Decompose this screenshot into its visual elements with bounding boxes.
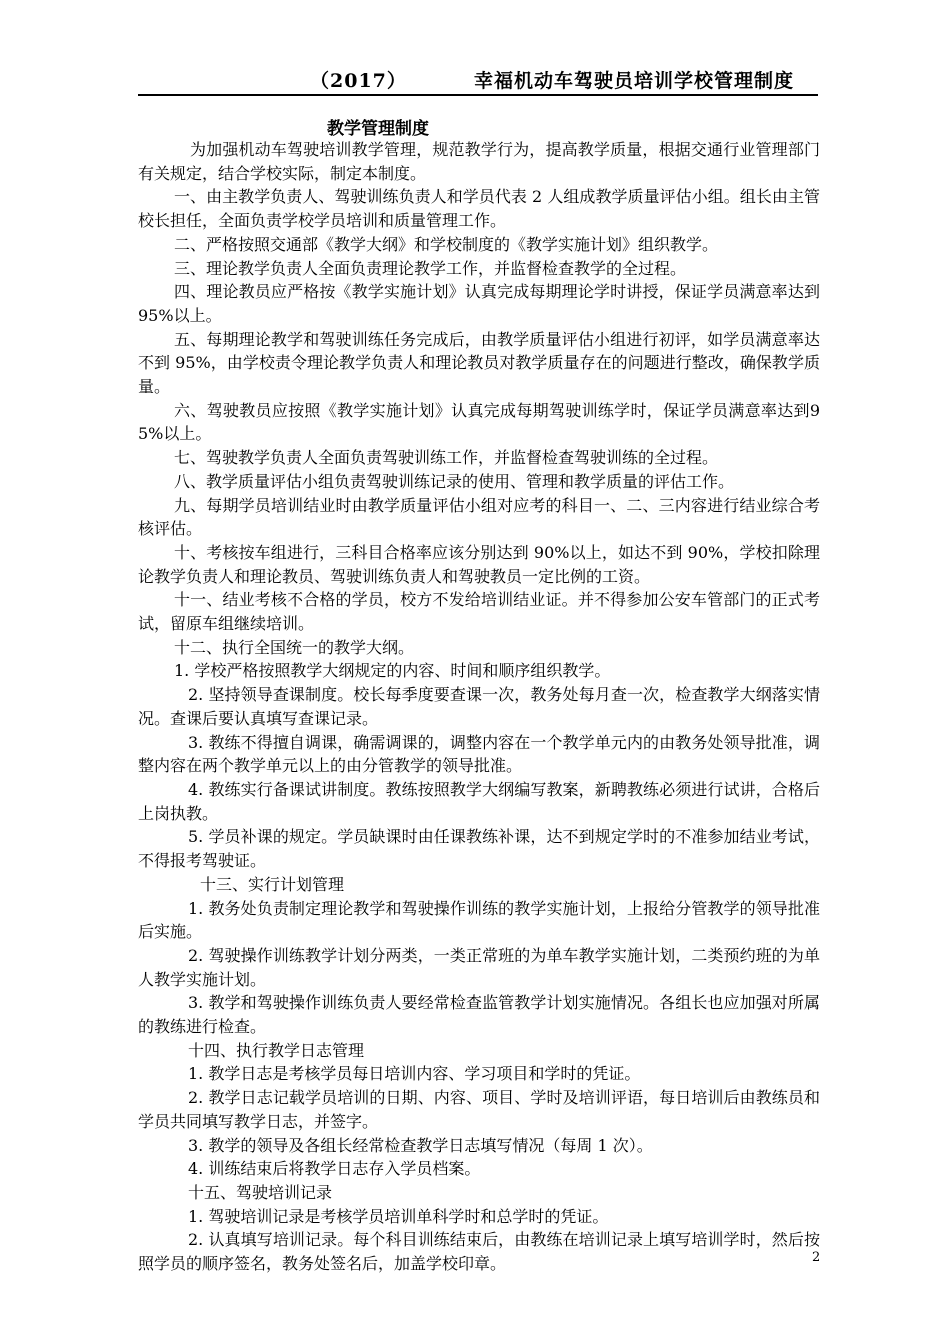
body-paragraph: 一、由主教学负责人、驾驶训练负责人和学员代表 2 人组成教学质量评估小组。组长由主管校长担任，全面负责学校学员培训和质量管理工作。	[138, 187, 820, 231]
body-paragraph: 2. 教学日志记载学员培训的日期、内容、项目、学时及培训评语，每日培训后由教练员和学员共同填写教学日志，并签字。	[138, 1088, 820, 1131]
body-paragraph: 3. 教学的领导及各组长经常检查教学日志填写情况（每周 1 次）。	[188, 1135, 653, 1155]
body-paragraph: 1. 学校严格按照教学大纲规定的内容、时间和顺序组织教学。	[174, 661, 611, 681]
body-paragraph: 4. 训练结束后将教学日志存入学员档案。	[188, 1159, 481, 1179]
body-paragraph: 3. 教学和驾驶操作训练负责人要经常检查监管教学计划实施情况。各组长也应加强对所属的教练进行检查。	[138, 993, 820, 1037]
body-paragraph: 四、理论教员应严格按《教学实施计划》认真完成每期理论学时讲授，保证学员满意率达到95%以上。	[138, 282, 820, 325]
body-paragraph: 十三、实行计划管理	[200, 874, 345, 894]
body-paragraph: 4. 教练实行备课试讲制度。教练按照教学大纲编写教案，新聘教练必须进行试讲，合格后上岗执教。	[138, 779, 820, 823]
body-paragraph: 1. 驾驶培训记录是考核学员培训单科学时和总学时的凭证。	[188, 1206, 609, 1226]
body-paragraph: 十、考核按车组进行，三科目合格率应该分别达到 90%以上，如达不到 90%，学校扣除理论教学负责人和理论教员、驾驶训练负责人和驾驶教员一定比例的工资。	[138, 542, 820, 586]
body-paragraph: 九、每期学员培训结业时由教学质量评估小组对应考的科目一、二、三内容进行结业综合考核评估。	[138, 495, 820, 539]
document-body	[138, 138, 820, 1276]
header-year: （2017）	[310, 70, 407, 92]
body-paragraph: 十五、驾驶培训记录	[188, 1182, 333, 1202]
body-paragraph: 十二、执行全国统一的教学大纲。	[174, 637, 415, 657]
body-paragraph: 5. 学员补课的规定。学员缺课时由任课教练补课，达不到规定学时的不准参加结业考试，不得报考驾驶证。	[138, 827, 820, 871]
body-paragraph: 六、驾驶教员应按照《教学实施计划》认真完成每期驾驶训练学时，保证学员满意率达到95%以上。	[138, 400, 820, 444]
body-paragraph: 2. 驾驶操作训练教学计划分两类，一类正常班的为单车教学实施计划，二类预约班的为单人教学实施计划。	[138, 945, 820, 989]
page-header	[138, 64, 818, 96]
body-paragraph: 1. 教学日志是考核学员每日培训内容、学习项目和学时的凭证。	[188, 1064, 641, 1084]
body-paragraph: 三、理论教学负责人全面负责理论教学工作，并监督检查教学的全过程。	[174, 258, 687, 278]
body-paragraph: 八、教学质量评估小组负责驾驶训练记录的使用、管理和教学质量的评估工作。	[174, 471, 735, 491]
body-paragraph: 2. 认真填写培训记录。每个科目训练结束后，由教练在培训记录上填写培训学时，然后按照学员的顺序签名，教务处签名后，加盖学校印章。	[138, 1230, 820, 1274]
page-number: 2	[812, 1250, 821, 1265]
body-paragraph: 3. 教练不得擅自调课，确需调课的，调整内容在一个教学单元内的由教务处领导批准，调整内容在两个教学单元以上的由分管教学的领导批准。	[138, 732, 820, 776]
body-paragraph: 七、驾驶教学负责人全面负责驾驶训练工作，并监督检查驾驶训练的全过程。	[174, 448, 719, 468]
body-paragraph: 十一、结业考核不合格的学员，校方不发给培训结业证。并不得参加公安车管部门的正式考试，留原车组继续培训。	[138, 590, 820, 634]
body-paragraph: 1. 教务处负责制定理论教学和驾驶操作训练的教学实施计划，上报给分管教学的领导批准后实施。	[138, 898, 820, 942]
header-title: 幸福机动车驾驶员培训学校管理制度	[474, 70, 795, 92]
body-paragraph: 十四、执行教学日志管理	[188, 1040, 365, 1060]
body-paragraph: 为加强机动车驾驶培训教学管理，规范教学行为，提高教学质量，根据交通行业管理部门有关规定，结合学校实际，制定本制度。	[138, 140, 820, 183]
document-title: 教学管理制度	[327, 119, 429, 139]
body-paragraph: 五、每期理论教学和驾驶训练任务完成后，由教学质量评估小组进行初评，如学员满意率达不到 95%，由学校责令理论教学负责人和理论教员对教学质量存在的问题进行整改，确保教学质量。	[138, 329, 820, 397]
body-paragraph: 2. 坚持领导查课制度。校长每季度要查课一次，教务处每月查一次，检查教学大纲落实情况。查课后要认真填写查课记录。	[138, 685, 820, 728]
body-paragraph: 二、严格按照交通部《教学大纲》和学校制度的《教学实施计划》组织教学。	[174, 234, 719, 254]
